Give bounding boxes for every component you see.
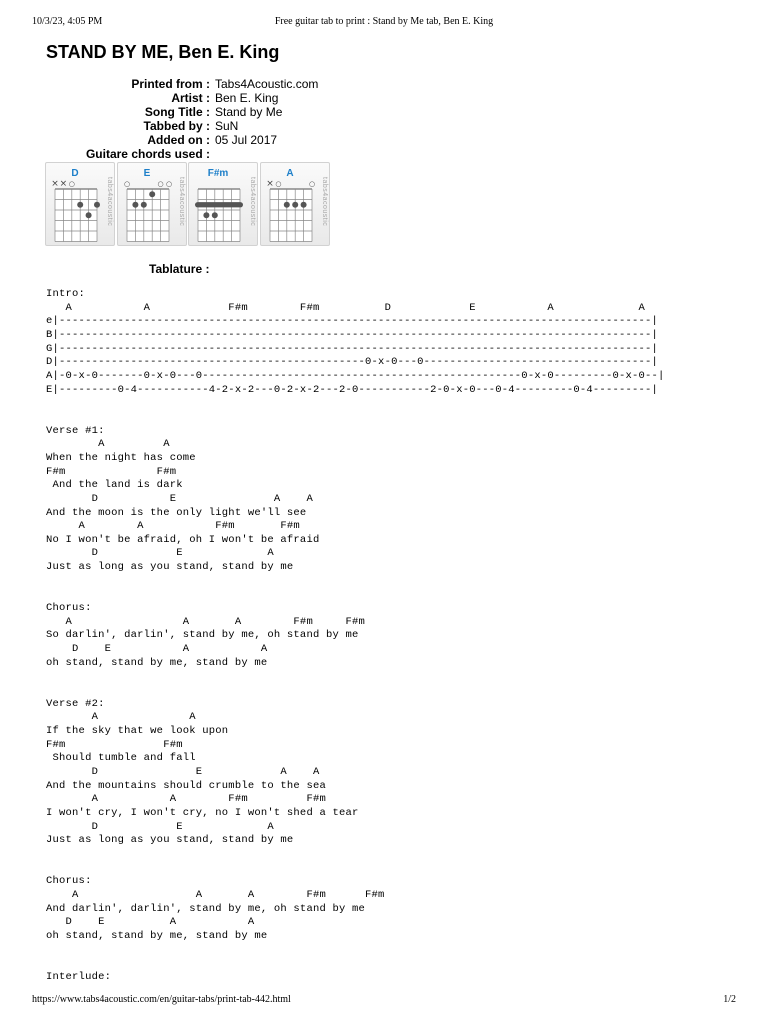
tablature-label: Tablature : xyxy=(149,262,210,276)
meta-row-chords-used xyxy=(40,147,318,161)
meta-row-printed-from xyxy=(40,77,318,91)
finger-dot xyxy=(94,202,100,208)
finger-dot xyxy=(77,202,83,208)
open-string-marker: ○ xyxy=(308,180,316,188)
barre-bar xyxy=(195,202,243,207)
finger-dot xyxy=(284,202,290,208)
fretboard xyxy=(127,189,169,242)
print-url: https://www.tabs4acoustic.com/en/guitar-tabs/print-tab-442.html xyxy=(32,994,291,1005)
meta-label: Artist : xyxy=(171,91,210,105)
open-string-marker: ○ xyxy=(275,180,282,188)
meta-value-artist: Ben E. King xyxy=(215,91,279,105)
finger-dot xyxy=(301,202,307,208)
finger-dot xyxy=(132,202,138,208)
print-datetime: 10/3/23, 4:05 PM xyxy=(32,16,103,27)
meta-row-added-on xyxy=(40,133,318,147)
tablature-text: Intro: A A F#m F#m D E A A e|-------------------------------------------------------------------------------------------| B|-------------------------------------------------------------------------------------------| G|-------------------------------------------------------------------------------------------| D|-----------------------------------------------0-x-0---0-----------------------------------| A|-0-x-0-------0-x-0---0-------------------------------------------------0-x-0---------0-x-0--| E|---------0-4-----------4-2-x-2---0-2-x-2---2-0-----------2-0-x-0---0-4---------0-4---------| Verse #1: A A When the night has come F#m F#m And the land is dark D E A A And the moon is the only light we'll see A A F#m F#m No I won't be afraid, oh I won't be afraid D E A Just as long as you stand, stand by me Chorus: A A A F#m F#m So darlin', darlin', stand by me, oh stand by me D E A A oh stand, stand by me, stand by me Verse #2: A A If the sky that we look upon F#m F#m Should tumble and fall D E A A And the mountains should crumble to the sea A A F#m F#m I won't cry, I won't cry, no I won't shed a tear D E A Just as long as you stand, stand by me Chorus: A A A F#m F#m And darlin', darlin', stand by me, oh stand by me D E A A oh stand, stand by me, stand by me Interlude: xyxy=(46,288,665,983)
chord-diagram xyxy=(48,176,106,244)
finger-dot xyxy=(86,212,92,218)
chord-box-a xyxy=(260,162,330,246)
meta-value-song-title: Stand by Me xyxy=(215,105,283,119)
chord-diagram xyxy=(191,176,249,244)
finger-dot xyxy=(212,212,218,218)
chord-box-f-sharp-minor xyxy=(188,162,258,246)
watermark-text: tabs4acoustic xyxy=(249,177,256,227)
finger-dot xyxy=(141,202,147,208)
muted-string-marker: × xyxy=(266,179,274,189)
finger-dot xyxy=(149,191,155,197)
watermark-text: tabs4acoustic xyxy=(321,177,328,227)
watermark-text: tabs4acoustic xyxy=(178,177,185,227)
chord-box-e xyxy=(117,162,187,246)
chord-diagram xyxy=(120,176,178,244)
meta-value-tabber: SuN xyxy=(215,119,239,133)
watermark-text: tabs4acoustic xyxy=(106,177,113,227)
chords-used-label: Guitare chords used : xyxy=(85,147,210,161)
finger-dot xyxy=(292,202,298,208)
open-string-marker: ○ xyxy=(165,180,173,188)
muted-string-marker: × xyxy=(59,179,68,189)
meta-row-tabbed-by xyxy=(40,119,318,133)
meta-label: Tabbed by : xyxy=(143,119,210,133)
meta-row-song-title xyxy=(40,105,318,119)
meta-label: Printed from : xyxy=(131,77,210,91)
page-number: 1/2 xyxy=(723,994,736,1005)
open-string-marker: ○ xyxy=(68,180,75,188)
meta-label: Song Title : xyxy=(144,105,210,119)
chord-name: F#m xyxy=(207,168,229,179)
open-string-marker: ○ xyxy=(157,180,164,188)
chord-name: D xyxy=(71,168,79,179)
meta-value-date: 05 Jul 2017 xyxy=(215,133,278,147)
open-string-marker: ○ xyxy=(123,180,131,188)
meta-label: Added on : xyxy=(147,133,210,147)
meta-value-site: Tabs4Acoustic.com xyxy=(215,77,319,91)
fretboard xyxy=(270,189,312,242)
song-title: STAND BY ME, Ben E. King xyxy=(46,42,280,62)
chord-name: A xyxy=(286,168,294,179)
meta-row-artist xyxy=(40,91,318,105)
song-meta xyxy=(40,77,318,161)
chord-name: E xyxy=(143,168,151,179)
chord-diagram xyxy=(263,176,321,244)
muted-string-marker: × xyxy=(51,179,59,189)
finger-dot xyxy=(203,212,209,218)
chord-box-d xyxy=(45,162,115,246)
print-page-title: Free guitar tab to print : Stand by Me tab, Ben E. King xyxy=(274,16,494,27)
